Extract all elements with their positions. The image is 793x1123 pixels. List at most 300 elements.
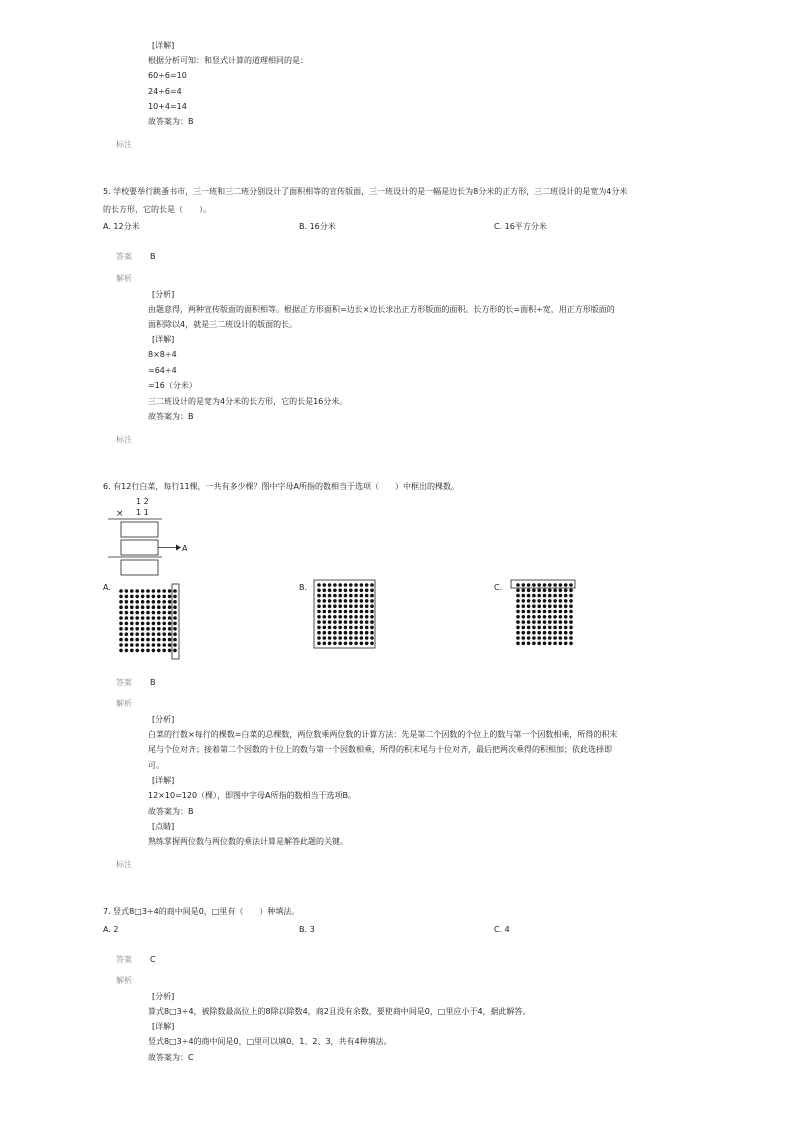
cabbage-dot (553, 642, 557, 646)
q7-detail-line-1: 竖式8□3÷4的商中间是0，□里可以填0、1、2、3，共有4种填法。 (148, 1037, 392, 1046)
cabbage-dot (344, 610, 348, 614)
cabbage-dot (162, 638, 166, 642)
cabbage-dot (317, 631, 321, 635)
cabbage-dot (162, 643, 166, 647)
q6-diagram-box-sum (121, 560, 158, 575)
cabbage-dot (333, 610, 337, 614)
cabbage-dot (564, 636, 568, 640)
q7-option-c[interactable]: C. 4 (494, 925, 510, 934)
cabbage-dot (360, 642, 364, 646)
cabbage-dot (532, 610, 536, 614)
cabbage-dot (135, 595, 139, 599)
cabbage-dot (119, 649, 123, 653)
cabbage-dot (569, 636, 573, 640)
cabbage-dot (338, 620, 342, 624)
cabbage-dot (130, 605, 134, 609)
cabbage-dot (354, 583, 358, 587)
cabbage-dot (130, 611, 134, 615)
cabbage-dot (537, 604, 541, 608)
cabbage-dot (365, 626, 369, 630)
cabbage-dot (537, 594, 541, 598)
cabbage-dot (333, 642, 337, 646)
cabbage-dot (130, 638, 134, 642)
cabbage-dot (543, 610, 547, 614)
cabbage-dot (146, 632, 150, 636)
cabbage-dot (548, 594, 552, 598)
cabbage-dot (157, 638, 161, 642)
q5-stem-line-2: 的长方形，它的长是（ ）。 (103, 205, 211, 214)
cabbage-dot (141, 649, 145, 653)
cabbage-dot (569, 599, 573, 603)
cabbage-dot (141, 595, 145, 599)
cabbage-dot (338, 599, 342, 603)
cabbage-dot (548, 610, 552, 614)
cabbage-dot (370, 599, 374, 603)
cabbage-dot (553, 604, 557, 608)
cabbage-dot (125, 616, 129, 620)
cabbage-dot (317, 615, 321, 619)
cabbage-dot (146, 589, 150, 593)
cabbage-dot (569, 604, 573, 608)
cabbage-dot (333, 636, 337, 640)
cabbage-dot (125, 643, 129, 647)
cabbage-dot (532, 594, 536, 598)
cabbage-dot (532, 636, 536, 640)
cabbage-dot (338, 594, 342, 598)
cabbage-dot (564, 620, 568, 624)
cabbage-dot (569, 594, 573, 598)
cabbage-dot (323, 589, 327, 593)
cabbage-dot (328, 636, 332, 640)
cabbage-dot (168, 605, 172, 609)
q4-detail-heading: [详解] (152, 41, 175, 50)
cabbage-dot (553, 636, 557, 640)
q5-conclusion: 三二班设计的是宽为4分米的长方形，它的长是16分米。 (148, 397, 348, 406)
cabbage-dot (360, 599, 364, 603)
cabbage-dot (152, 638, 156, 642)
cabbage-dot (162, 632, 166, 636)
q5-stem-line-1: 5. 学校要举行跳蚤书市，三一班和三二班分别设计了面积相等的宣传版面，三一班设计的是一幅是边长为8分米的正方形，三二班设计的是宽为4分米 (103, 187, 628, 196)
cabbage-dot (365, 615, 369, 619)
cabbage-dot (168, 589, 172, 593)
cabbage-dot (119, 643, 123, 647)
cabbage-dot (119, 600, 123, 604)
cabbage-dot (543, 604, 547, 608)
cabbage-dot (125, 638, 129, 642)
cabbage-dot (328, 604, 332, 608)
cabbage-dot (152, 627, 156, 631)
cabbage-dot (349, 583, 353, 587)
cabbage-dot (564, 642, 568, 646)
cabbage-dot (349, 604, 353, 608)
cabbage-dot (333, 594, 337, 598)
q7-answer-line: 故答案为：C (148, 1053, 194, 1062)
cabbage-dot (152, 600, 156, 604)
cabbage-dot (162, 605, 166, 609)
q6-option-a-label[interactable]: A. (103, 583, 111, 592)
q5-answer-label: 答案 (116, 252, 132, 261)
cabbage-dot (548, 589, 552, 593)
cabbage-dot (559, 642, 563, 646)
cabbage-dot (152, 632, 156, 636)
cabbage-dot (141, 622, 145, 626)
cabbage-dot (323, 631, 327, 635)
cabbage-dot (323, 642, 327, 646)
cabbage-dot (360, 610, 364, 614)
cabbage-dot (360, 594, 364, 598)
cabbage-dot (365, 642, 369, 646)
cabbage-dot (522, 599, 526, 603)
cabbage-dot (168, 638, 172, 642)
cabbage-dot (349, 610, 353, 614)
cabbage-dot (317, 583, 321, 587)
cabbage-dot (516, 642, 520, 646)
cabbage-dot (141, 632, 145, 636)
cabbage-dot (553, 620, 557, 624)
cabbage-dot (338, 604, 342, 608)
cabbage-dot (317, 589, 321, 593)
cabbage-dot (173, 632, 177, 636)
cabbage-dot (564, 599, 568, 603)
cabbage-dot (135, 649, 139, 653)
cabbage-dot (365, 636, 369, 640)
q4-calc-line-3: 10+4=14 (148, 102, 187, 111)
cabbage-dot (532, 599, 536, 603)
cabbage-dot (365, 610, 369, 614)
cabbage-dot (569, 589, 573, 593)
q6-analysis-line-1: 白菜的行数×每行的棵数=白菜的总棵数，两位数乘两位数的计算方法：先是第二个因数的个位上的数与第一个因数相乘，所得的积末 (148, 730, 618, 739)
cabbage-dot (338, 626, 342, 630)
cabbage-dot (157, 589, 161, 593)
cabbage-dot (516, 589, 520, 593)
q6-review-line: 熟练掌握两位数与两位数的乘法计算是解答此题的关键。 (148, 837, 348, 846)
q6-answer-label: 答案 (116, 678, 132, 687)
cabbage-dot (559, 594, 563, 598)
cabbage-dot (537, 636, 541, 640)
cabbage-dot (522, 631, 526, 635)
q6-explain-label: 解析 (116, 699, 132, 708)
cabbage-dot (527, 631, 531, 635)
q6-diagram-arrow-head (176, 545, 181, 551)
cabbage-dot (516, 610, 520, 614)
q6-diagram-box-1 (121, 522, 158, 537)
cabbage-dot (173, 649, 177, 653)
cabbage-dot (370, 583, 374, 587)
cabbage-dot (532, 604, 536, 608)
cabbage-dot (119, 589, 123, 593)
cabbage-dot (323, 594, 327, 598)
cabbage-dot (553, 626, 557, 630)
cabbage-dot (553, 615, 557, 619)
cabbage-dot (543, 631, 547, 635)
q7-answer-value: C (150, 955, 156, 964)
q6-option-c-label[interactable]: C. (494, 583, 503, 592)
cabbage-dot (333, 615, 337, 619)
cabbage-dot (370, 604, 374, 608)
cabbage-dot (360, 636, 364, 640)
cabbage-dot (559, 615, 563, 619)
q6-answer-line: 故答案为：B (148, 807, 194, 816)
cabbage-dot (344, 620, 348, 624)
q5-note-link[interactable]: 标注 (116, 435, 132, 444)
cabbage-dot (168, 622, 172, 626)
cabbage-dot (553, 631, 557, 635)
cabbage-dot (527, 589, 531, 593)
cabbage-dot (135, 605, 139, 609)
cabbage-dot (135, 622, 139, 626)
q7-option-b[interactable]: B. 3 (299, 925, 315, 934)
q5-option-a[interactable]: A. 12分米 (103, 222, 140, 231)
q6-detail-heading: [详解] (152, 776, 175, 785)
cabbage-dot (569, 583, 573, 587)
q5-answer-line: 故答案为：B (148, 412, 194, 421)
cabbage-dot (333, 626, 337, 630)
cabbage-dot (328, 589, 332, 593)
cabbage-dot (323, 599, 327, 603)
cabbage-dot (537, 610, 541, 614)
cabbage-dot (516, 583, 520, 587)
cabbage-dot (548, 642, 552, 646)
cabbage-dot (564, 589, 568, 593)
cabbage-dot (338, 610, 342, 614)
cabbage-dot (344, 583, 348, 587)
q6-option-a-dot-grid[interactable] (116, 583, 182, 661)
q7-answer-label: 答案 (116, 955, 132, 964)
cabbage-dot (344, 604, 348, 608)
cabbage-dot (173, 627, 177, 631)
cabbage-dot (527, 583, 531, 587)
cabbage-dot (516, 599, 520, 603)
q7-analysis-heading: [分析] (152, 992, 175, 1001)
cabbage-dot (173, 595, 177, 599)
cabbage-dot (564, 583, 568, 587)
cabbage-dot (543, 583, 547, 587)
cabbage-dot (141, 589, 145, 593)
cabbage-dot (564, 615, 568, 619)
cabbage-dot (370, 620, 374, 624)
cabbage-dot (317, 620, 321, 624)
cabbage-dot (157, 649, 161, 653)
cabbage-dot (344, 642, 348, 646)
cabbage-dot (323, 636, 327, 640)
cabbage-dot (344, 631, 348, 635)
cabbage-dot (527, 615, 531, 619)
cabbage-dot (333, 620, 337, 624)
cabbage-dot (344, 615, 348, 619)
cabbage-dot (328, 642, 332, 646)
cabbage-dot (548, 636, 552, 640)
cabbage-dot (152, 643, 156, 647)
cabbage-dot (135, 611, 139, 615)
cabbage-dot (135, 632, 139, 636)
q6-diagram-pointer-label: A (182, 544, 188, 553)
q6-analysis-line-3: 可。 (148, 761, 164, 770)
cabbage-dot (135, 589, 139, 593)
cabbage-dot (162, 611, 166, 615)
cabbage-dot (370, 626, 374, 630)
cabbage-dot (354, 615, 358, 619)
cabbage-dot (365, 631, 369, 635)
cabbage-dot (548, 604, 552, 608)
cabbage-dot (152, 622, 156, 626)
cabbage-dot (130, 627, 134, 631)
q5-option-c[interactable]: C. 16平方分米 (494, 222, 547, 231)
q6-option-b-dot-grid[interactable] (312, 578, 378, 650)
cabbage-dot (360, 626, 364, 630)
q7-explain-label: 解析 (116, 976, 132, 985)
cabbage-dot (537, 615, 541, 619)
cabbage-dot (543, 615, 547, 619)
q6-analysis-heading: [分析] (152, 715, 175, 724)
cabbage-dot (119, 595, 123, 599)
cabbage-dot (537, 642, 541, 646)
q5-analysis-line-2: 面积除以4，就是三二班设计的版面的长。 (148, 320, 298, 329)
cabbage-dot (333, 599, 337, 603)
q7-detail-heading: [详解] (152, 1022, 175, 1031)
cabbage-dot (543, 636, 547, 640)
cabbage-dot (168, 643, 172, 647)
cabbage-dot (152, 589, 156, 593)
cabbage-dot (354, 626, 358, 630)
q6-note-link[interactable]: 标注 (116, 860, 132, 869)
cabbage-dot (173, 616, 177, 620)
cabbage-dot (333, 604, 337, 608)
cabbage-dot (516, 636, 520, 640)
cabbage-dot (543, 626, 547, 630)
q7-option-a[interactable]: A. 2 (103, 925, 119, 934)
cabbage-dot (349, 615, 353, 619)
cabbage-dot (354, 599, 358, 603)
cabbage-dot (152, 611, 156, 615)
cabbage-dot (141, 616, 145, 620)
q5-calc-line-2: =64÷4 (148, 366, 177, 375)
cabbage-dot (365, 583, 369, 587)
cabbage-dot (522, 594, 526, 598)
q6-analysis-line-2: 尾与个位对齐；接着第二个因数的十位上的数与第一个因数相乘，所得的积末尾与十位对齐，最后把两次乘得的积相加；依此选择即 (148, 745, 612, 754)
q5-option-b[interactable]: B. 16分米 (299, 222, 336, 231)
cabbage-dot (548, 626, 552, 630)
cabbage-dot (130, 622, 134, 626)
cabbage-dot (162, 649, 166, 653)
cabbage-dot (328, 615, 332, 619)
cabbage-dot (354, 636, 358, 640)
cabbage-dot (338, 636, 342, 640)
cabbage-dot (532, 626, 536, 630)
cabbage-dot (354, 604, 358, 608)
cabbage-dot (328, 610, 332, 614)
cabbage-dot (559, 626, 563, 630)
cabbage-dot (317, 594, 321, 598)
cabbage-dot (323, 604, 327, 608)
cabbage-dot (146, 605, 150, 609)
cabbage-dot (317, 636, 321, 640)
cabbage-dot (162, 616, 166, 620)
cabbage-dot (328, 631, 332, 635)
cabbage-dot (125, 632, 129, 636)
cabbage-dot (349, 599, 353, 603)
cabbage-dot (553, 583, 557, 587)
cabbage-dot (119, 616, 123, 620)
cabbage-dot (360, 589, 364, 593)
cabbage-dot (349, 636, 353, 640)
cabbage-dot (349, 589, 353, 593)
q6-option-b-label[interactable]: B. (299, 583, 308, 592)
cabbage-dot (344, 626, 348, 630)
cabbage-dot (173, 643, 177, 647)
q4-note-link[interactable]: 标注 (116, 140, 132, 149)
cabbage-dot (168, 616, 172, 620)
cabbage-dot (516, 604, 520, 608)
cabbage-dot (323, 610, 327, 614)
q7-analysis-line-1: 算式8□3÷4，被除数最高位上的8除以除数4，商2且没有余数，要使商中间是0，□里应小于4，据此解答。 (148, 1007, 531, 1016)
cabbage-dot (119, 627, 123, 631)
cabbage-dot (317, 626, 321, 630)
q4-calc-line-1: 60÷6=10 (148, 71, 187, 80)
cabbage-dot (130, 649, 134, 653)
cabbage-dot (522, 626, 526, 630)
cabbage-dot (344, 636, 348, 640)
cabbage-dot (119, 611, 123, 615)
cabbage-dot (537, 589, 541, 593)
cabbage-dot (328, 626, 332, 630)
cabbage-dot (516, 626, 520, 630)
cabbage-dot (532, 631, 536, 635)
cabbage-dot (559, 583, 563, 587)
cabbage-dot (365, 620, 369, 624)
cabbage-dot (168, 595, 172, 599)
cabbage-dot (360, 631, 364, 635)
cabbage-dot (360, 615, 364, 619)
cabbage-dot (354, 642, 358, 646)
cabbage-dot (146, 595, 150, 599)
cabbage-dot (157, 632, 161, 636)
cabbage-dot (135, 643, 139, 647)
cabbage-dot (365, 604, 369, 608)
cabbage-dot (564, 604, 568, 608)
cabbage-dot (354, 594, 358, 598)
cabbage-dot (135, 638, 139, 642)
q5-explain-label: 解析 (116, 274, 132, 283)
cabbage-dot (532, 589, 536, 593)
q5-answer-value: B (150, 252, 156, 261)
cabbage-dot (125, 595, 129, 599)
cabbage-dot (135, 600, 139, 604)
cabbage-dot (328, 583, 332, 587)
cabbage-dot (130, 589, 134, 593)
cabbage-dot (559, 636, 563, 640)
cabbage-dot (543, 589, 547, 593)
cabbage-dot (333, 631, 337, 635)
cabbage-dot (141, 605, 145, 609)
q6-option-c-dot-grid[interactable] (509, 578, 577, 650)
cabbage-dot (553, 589, 557, 593)
cabbage-dot (130, 632, 134, 636)
cabbage-dot (146, 643, 150, 647)
cabbage-dot (141, 627, 145, 631)
cabbage-dot (569, 610, 573, 614)
cabbage-dot (365, 594, 369, 598)
cabbage-dot (317, 599, 321, 603)
cabbage-dot (548, 615, 552, 619)
cabbage-dot (537, 583, 541, 587)
cabbage-dot (130, 600, 134, 604)
cabbage-dot (168, 611, 172, 615)
cabbage-dot (559, 589, 563, 593)
cabbage-dot (130, 643, 134, 647)
cabbage-dot (157, 605, 161, 609)
cabbage-dot (559, 631, 563, 635)
q7-stem: 7. 竖式8□3÷4的商中间是0，□里有（ ）种填法。 (103, 907, 300, 916)
